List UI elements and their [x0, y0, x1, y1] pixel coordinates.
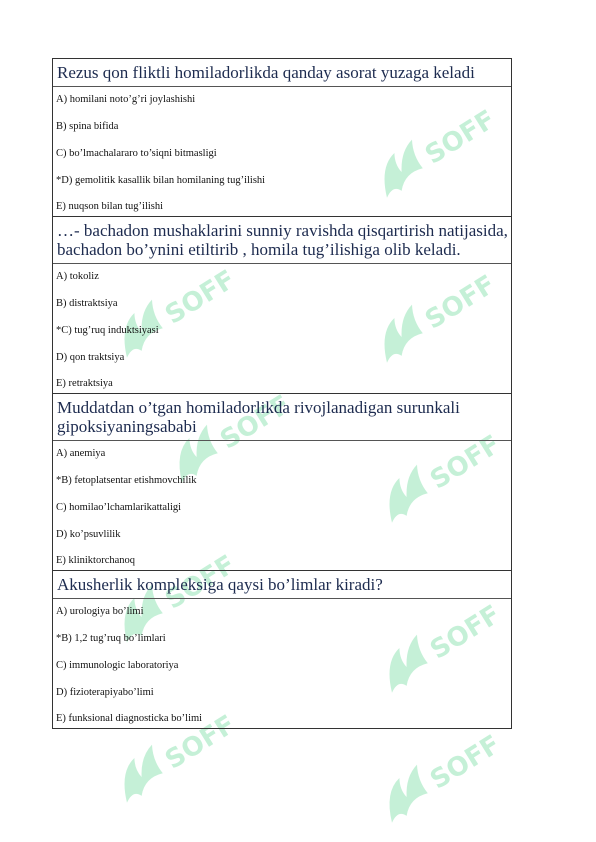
question-text: …- bachadon mushaklarini sunniy ravishda qisqartirish natijasida, bachadon bo’ynini etiltirib , homila tug’ilishiga olib keladi.: [53, 217, 511, 264]
svg-text:SOFF: SOFF: [160, 549, 241, 616]
answer-option: *B) fetoplatsentar etishmovchilik: [56, 475, 197, 486]
question-text: Muddatdan o’tgan homiladorlikda rivojlanadigan surunkali gipoksiyaningsababi: [53, 394, 511, 441]
answer-option: A) urologiya bo’limi: [56, 606, 144, 617]
svg-text:SOFF: SOFF: [420, 269, 501, 336]
watermark-mark-icon: [108, 745, 172, 805]
watermark-mark-icon: [373, 765, 437, 825]
answer-option: C) bo’lmachalararo to’siqni bitmasligi: [56, 148, 217, 159]
answer-option: A) homilani noto’g’ri joylashishi: [56, 94, 196, 105]
answer-option: *C) tug’ruq induktsiyasi: [56, 325, 159, 336]
answer-option: E) retraktsiya: [56, 378, 113, 389]
svg-text:SOFF: SOFF: [425, 729, 506, 796]
answer-option: C) immunologic laboratoriya: [56, 660, 179, 671]
svg-text:SOFF: SOFF: [160, 264, 241, 331]
answer-option: *B) 1,2 tug’ruq bo’limlari: [56, 633, 166, 644]
answer-option: A) tokoliz: [56, 271, 99, 282]
answer-option: B) spina bifida: [56, 121, 119, 132]
answer-option: E) kliniktorchanoq: [56, 555, 136, 566]
answer-option: D) fizioterapiyabo’limi: [56, 687, 154, 698]
answer-option: *D) gemolitik kasallik bilan homilaning tug’ilishi: [56, 175, 266, 186]
svg-text:SOFF: SOFF: [160, 709, 241, 776]
answer-option: C) homilao’lchamlarikattaligi: [56, 502, 182, 513]
answer-option: D) ko’psuvlilik: [56, 529, 121, 540]
svg-text:SOFF: SOFF: [420, 104, 501, 171]
question-block: [53, 394, 511, 571]
answer-option: E) funksional diagnosticka bo’limi: [56, 713, 203, 724]
answer-option: A) anemiya: [56, 448, 106, 459]
watermark-logo: [360, 720, 520, 830]
answer-option: B) distraktsiya: [56, 298, 118, 309]
question-block: [53, 59, 511, 217]
svg-text:SOFF: SOFF: [425, 429, 506, 496]
questions-table: [52, 58, 512, 729]
question-block: [53, 217, 511, 394]
svg-text:SOFF: SOFF: [215, 389, 296, 456]
svg-text:SOFF: SOFF: [425, 599, 506, 666]
question-text: Rezus qon fliktli homiladorlikda qanday asorat yuzaga keladi: [53, 59, 511, 87]
answer-option: E) nuqson bilan tug’ilishi: [56, 201, 164, 212]
answer-option: D) qon traktsiya: [56, 352, 125, 363]
question-block: [53, 571, 511, 728]
question-text: Akusherlik kompleksiga qaysi bo’limlar kiradi?: [53, 571, 511, 599]
